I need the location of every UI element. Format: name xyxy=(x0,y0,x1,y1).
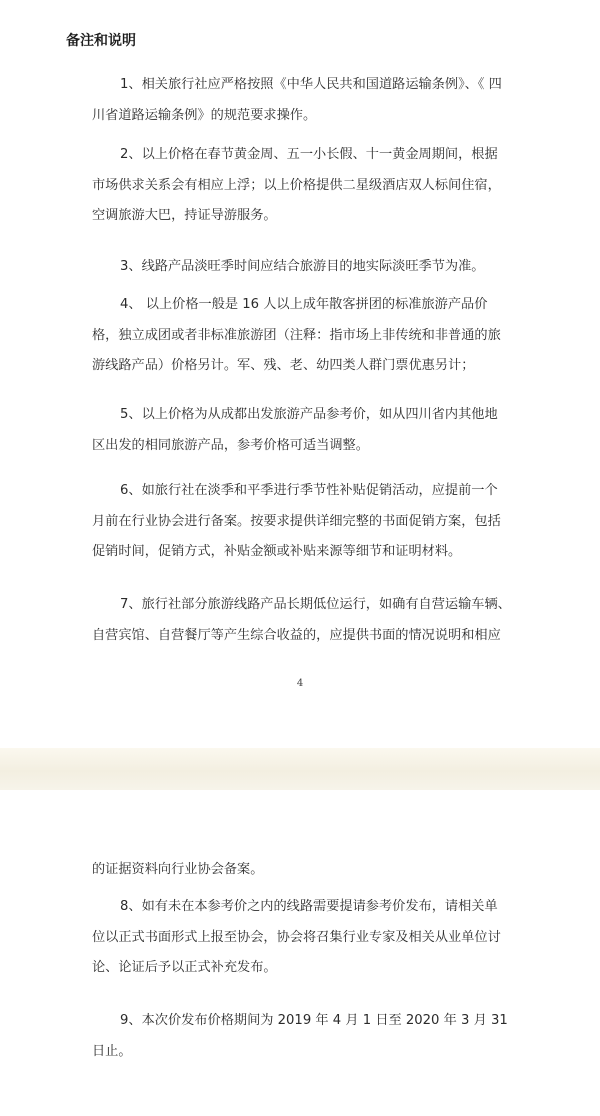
note-paragraph-8 xyxy=(92,892,542,984)
text-line: 位以正式书面形式上报至协会，协会将召集行业专家及相关从业单位讨 xyxy=(92,929,501,945)
text-line: 7、旅行社部分旅游线路产品长期低位运行，如确有自营运输车辆、 xyxy=(120,597,511,612)
page-number: 4 xyxy=(296,678,304,689)
text-line: 格，独立成团或者非标准旅游团（注释：指市场上非传统和非普通的旅 xyxy=(92,327,501,343)
note-paragraph-1 xyxy=(92,70,542,131)
text-line: 促销时间，促销方式，补贴金额或补贴来源等细节和证明材料。 xyxy=(92,544,462,559)
note-paragraph-7 xyxy=(92,590,542,651)
note-paragraph-4 xyxy=(92,290,542,382)
text-line: 1、相关旅行社应严格按照《中华人民共和国道路运输条例》、《 四 xyxy=(120,77,502,92)
note-paragraph-3 xyxy=(92,252,542,283)
text-line: 市场供求关系会有相应上浮；以上价格提供二星级酒店双人标间住宿， xyxy=(92,177,501,193)
page-separator xyxy=(0,748,600,790)
text-line: 2、以上价格在春节黄金周、五一小长假、十一黄金周期间，根据 xyxy=(120,147,498,162)
text-line: 月前在行业协会进行备案。按要求提供详细完整的书面促销方案，包括 xyxy=(92,513,501,529)
note-paragraph-9 xyxy=(92,1006,542,1067)
text-line: 9、本次价发布价格期间为 2019 年 4 月 1 日至 2020 年 3 月 31 xyxy=(120,1013,508,1028)
text-line: 5、以上价格为从成都出发旅游产品参考价，如从四川省内其他地 xyxy=(120,407,498,422)
text-line: 区出发的相同旅游产品，参考价格可适当调整。 xyxy=(92,437,369,453)
text-line: 6、如旅行社在淡季和平季进行季节性补贴促销活动，应提前一个 xyxy=(120,483,498,498)
note-paragraph-2 xyxy=(92,140,542,232)
note-paragraph-6 xyxy=(92,476,542,568)
text-line: 日止。 xyxy=(92,1043,132,1059)
note-paragraph-5 xyxy=(92,400,542,461)
text-line: 4、 以上价格一般是 16 人以上成年散客拼团的标准旅游产品价 xyxy=(120,297,488,312)
text-line: 3、线路产品淡旺季时间应结合旅游目的地实际淡旺季节为准。 xyxy=(120,259,485,274)
text-line: 的证据资料向行业协会备案。 xyxy=(92,862,264,877)
note-paragraph-7-continued xyxy=(92,855,542,886)
text-line: 空调旅游大巴，持证导游服务。 xyxy=(92,208,277,223)
text-line: 自营宾馆、自营餐厅等产生综合收益的，应提供书面的情况说明和相应 xyxy=(92,627,501,643)
text-line: 游线路产品）价格另计。军、残、老、幼四类人群门票优惠另计； xyxy=(92,358,475,373)
section-heading: 备注和说明 xyxy=(66,33,136,49)
text-line: 8、如有未在本参考价之内的线路需要提请参考价发布，请相关单 xyxy=(120,899,498,914)
text-line: 川省道路运输条例》的规范要求操作。 xyxy=(92,107,317,123)
text-line: 论、论证后予以正式补充发布。 xyxy=(92,960,277,975)
